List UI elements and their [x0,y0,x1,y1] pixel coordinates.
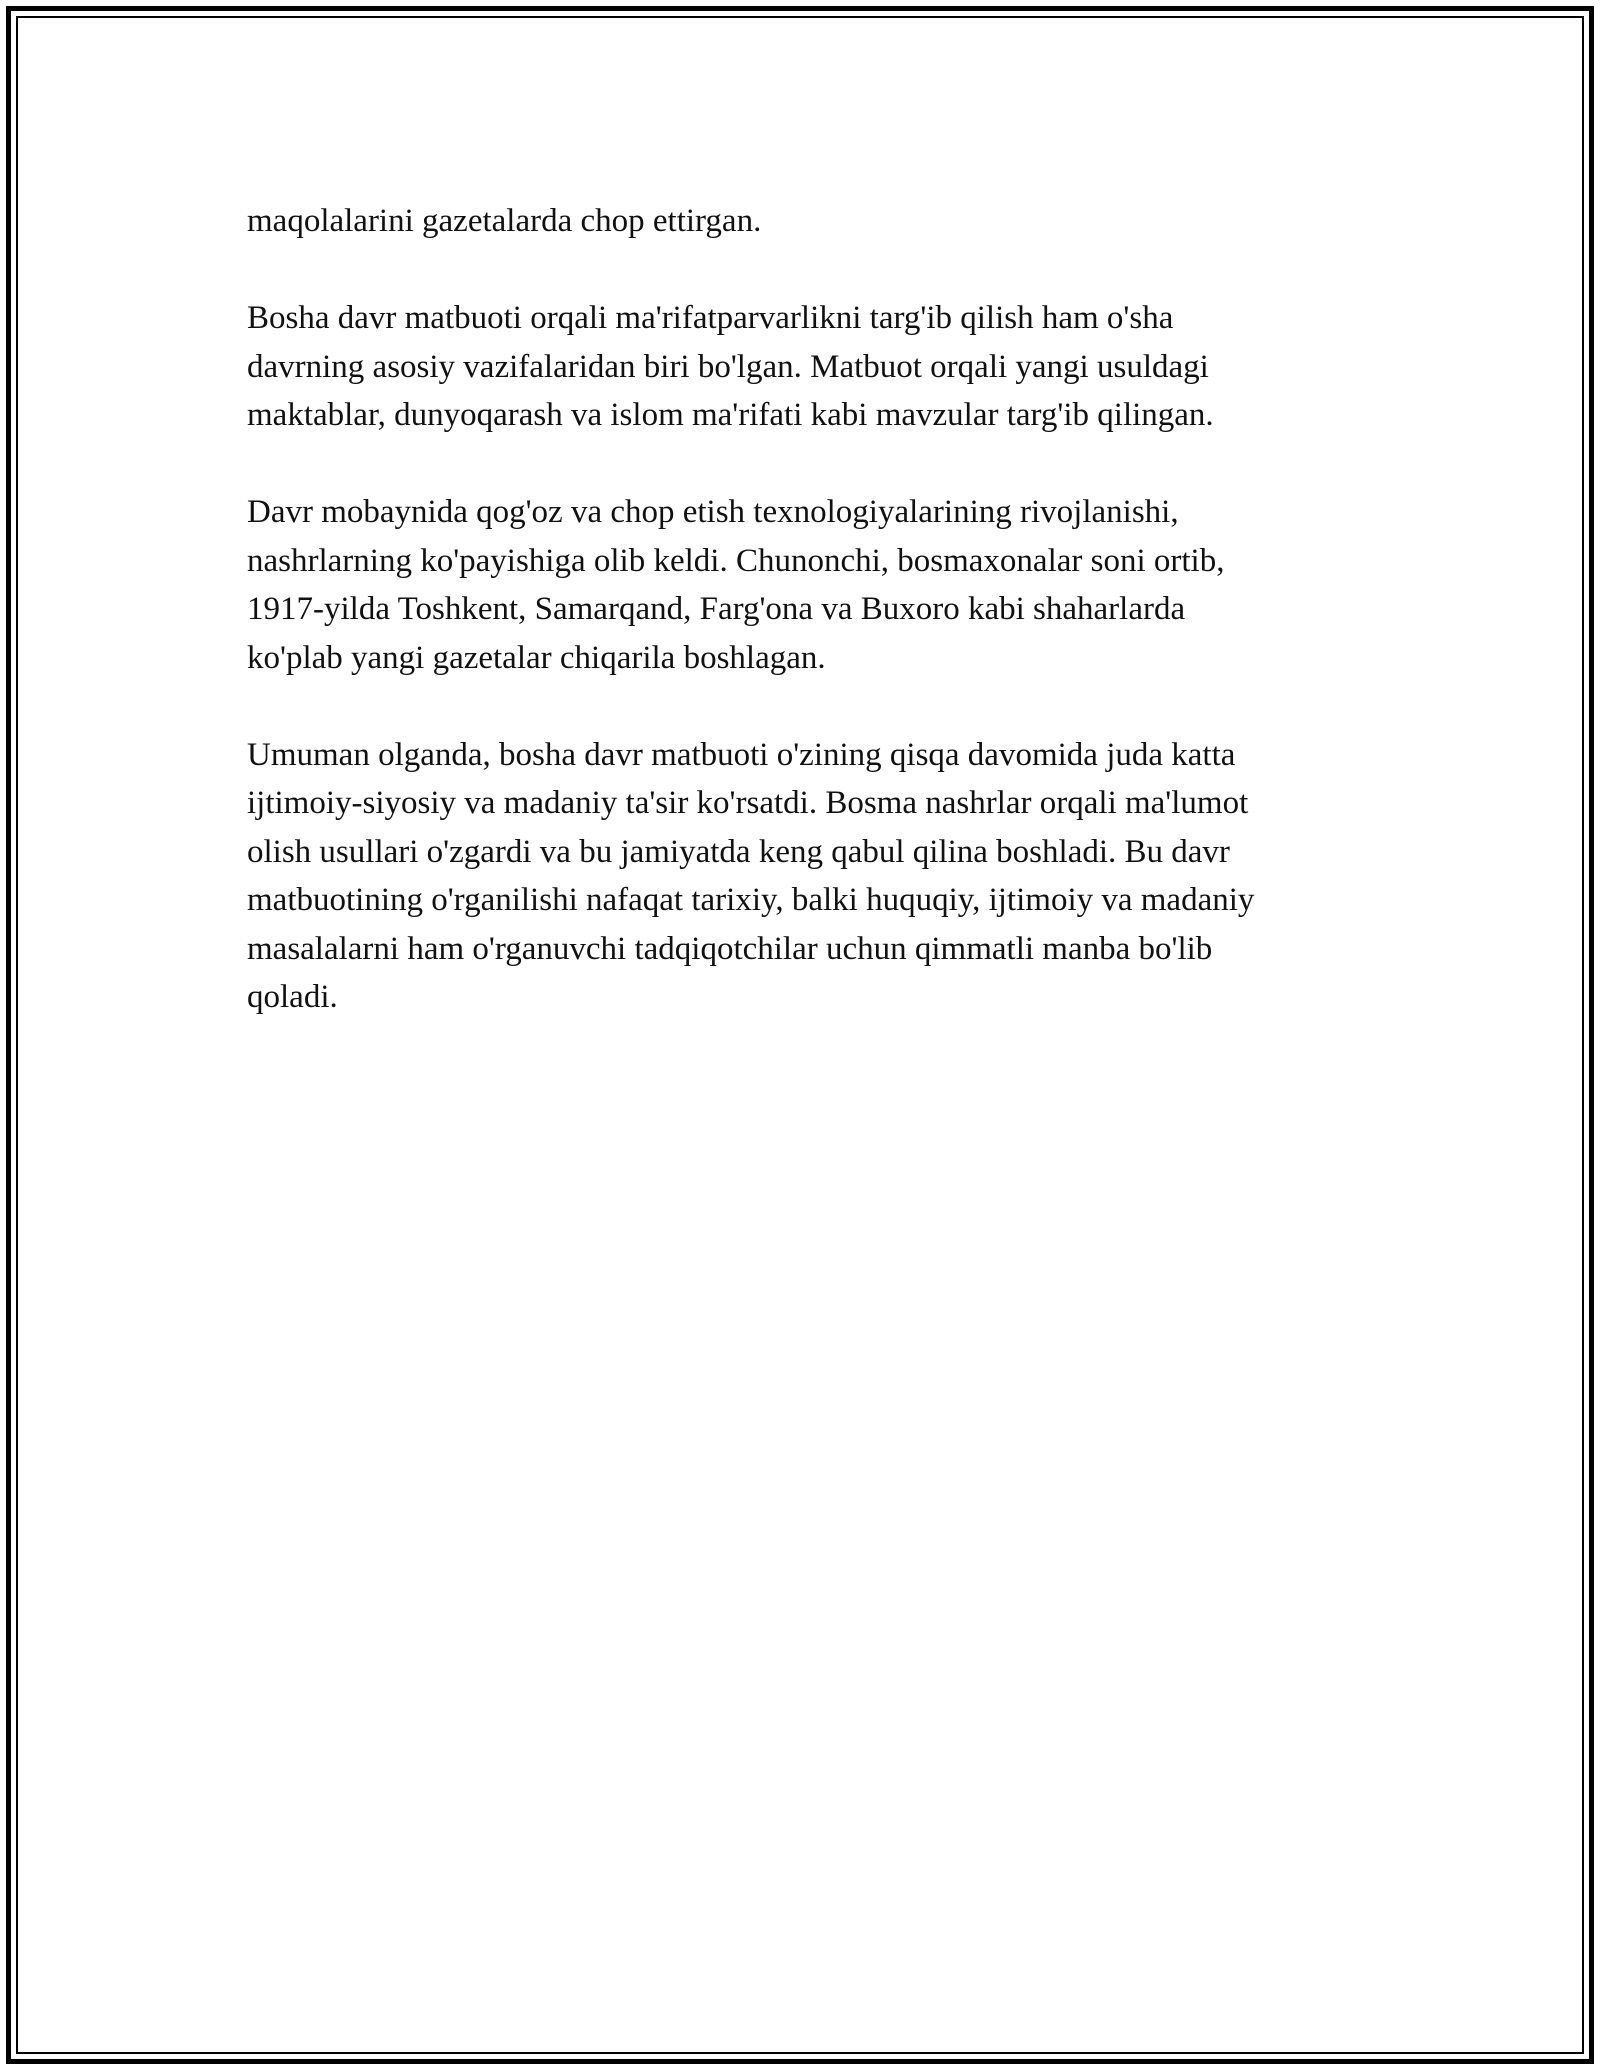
text-line: matbuotining o'rganilishi nafaqat tarixiy, balki huquqiy, ijtimoiy va madaniy [247,882,1255,918]
text-line: maktablar, dunyoqarash va islom ma'rifati kabi mavzular targ'ib qilingan. [247,397,1214,433]
text-line: nashrlarning ko'payishiga olib keldi. Chunonchi, bosmaxonalar soni ortib, [247,542,1225,579]
text-line: davrning asosiy vazifalaridan biri bo'lgan. Matbuot orqali yangi usuldagi [247,348,1209,385]
text-line: maqolalarini gazetalarda chop ettirgan. [247,203,762,239]
paragraph [247,294,1377,440]
text-line: ko'plab yangi gazetalar chiqarila boshlagan. [247,639,826,676]
text-line: qoladi. [247,979,338,1015]
text-line: Bosha davr matbuoti orqali ma'rifatparvarlikni targ'ib qilish ham o'sha [247,300,1174,336]
text-line: olish usullari o'zgardi va bu jamiyatda keng qabul qilina boshladi. Bu davr [247,833,1230,870]
document-body [247,197,1377,1070]
paragraph [247,731,1377,1022]
text-line: Davr mobaynida qog'oz va chop etish texnologiyalarining rivojlanishi, [247,494,1179,530]
paragraph [247,197,1377,246]
text-line: ijtimoiy-siyosiy va madaniy ta'sir ko'rsatdi. Bosma nashrlar orqali ma'lumot [247,785,1249,821]
text-line: Umuman olganda, bosha davr matbuoti o'zining qisqa davomida juda katta [247,736,1236,773]
text-line: 1917-yilda Toshkent, Samarqand, Farg'ona va Buxoro kabi shaharlarda [247,591,1186,627]
text-line: masalalarni ham o'rganuvchi tadqiqotchilar uchun qimmatli manba bo'lib [247,930,1213,967]
document-page [6,6,1594,2064]
paragraph [247,488,1377,682]
